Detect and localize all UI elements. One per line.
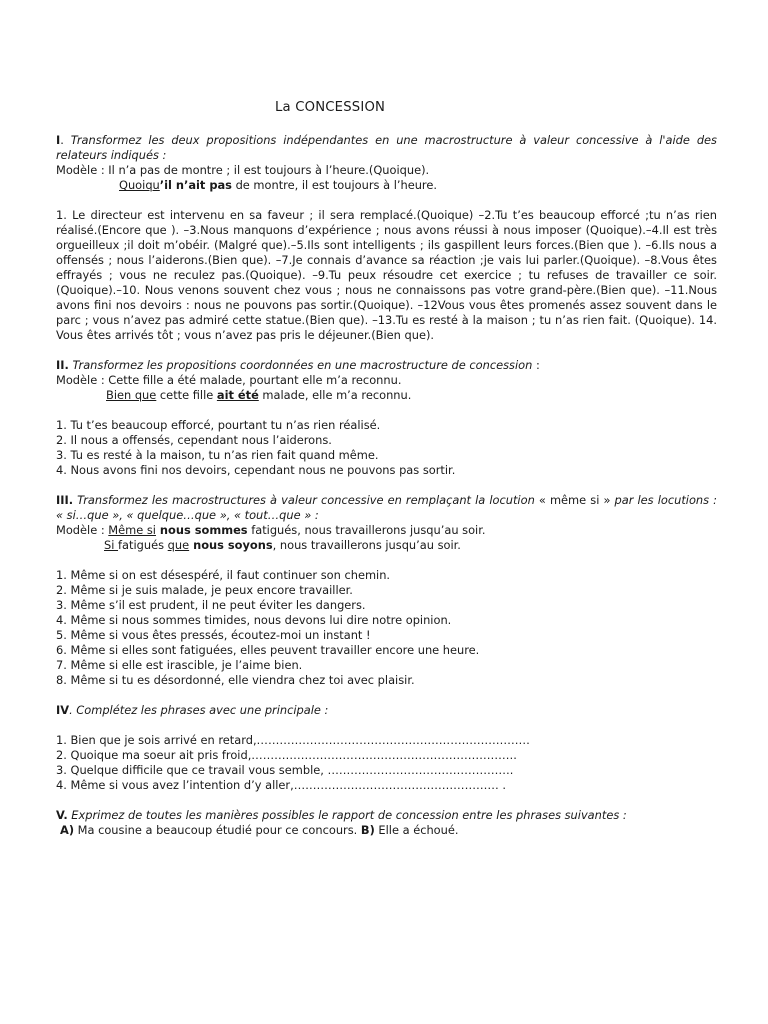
section-5-a-text: Ma cousine a beaucoup étudié pour ce concours.: [74, 823, 361, 837]
section-3-instruction-a: Transformez les macrostructures à valeur concessive en remplaçant la locution: [77, 493, 535, 507]
list-item: 7. Même si elle est irascible, je l’aime bien.: [56, 658, 303, 672]
section-3-answer-underlined-1: Si: [104, 538, 119, 552]
list-item: 2. Même si je suis malade, je peux encore travailler.: [56, 583, 353, 597]
section-5-a-label: A): [60, 823, 75, 837]
section-3-instruction-b: par les locutions : « si…que », « quelque…que », « tout…que » :: [56, 493, 718, 522]
section-2-model-label: Modèle :: [56, 373, 109, 387]
section-5: [56, 808, 717, 838]
section-5-b-label: B): [360, 823, 375, 837]
list-item: 6. Même si elles sont fatiguées, elles peuvent travailler encore une heure.: [56, 643, 480, 657]
page-title: La CONCESSION: [275, 100, 386, 115]
list-item: 2. Il nous a offensés, cependant nous l’aiderons.: [56, 433, 332, 447]
section-1-answer-rest: de montre, il est toujours à l’heure.: [231, 178, 437, 192]
section-2-number: II.: [56, 358, 69, 372]
section-1: I. Transformez les deux propositions indépendantes en une macrostructure à valeur concessive à l'aide des relateurs indiqués : Modèle : Il n’a pas de montre ; il est toujours à l’heure.(Quoique). Quoiqu’il n’ait pas de montre, il est toujours à l’heure.: [56, 133, 717, 192]
section-3-answer-underlined-2: que: [167, 538, 190, 552]
section-1-instruction: Transformez les deux propositions indépendantes en une macrostructure à valeur concessive à l'aide des relateurs indiqués :: [56, 133, 717, 162]
list-item: 3. Tu es resté à la maison, tu n’as rien fait quand même.: [56, 448, 379, 462]
section-2-colon: :: [532, 358, 540, 372]
section-2-answer-bold-underlined: ait été: [216, 388, 259, 402]
section-4-number: IV: [56, 703, 70, 717]
section-2-model-text: Cette fille a été malade, pourtant elle m’a reconnu.: [108, 373, 402, 387]
section-5-number: V.: [56, 808, 68, 822]
section-2: [56, 358, 717, 403]
section-1-answer-underlined: Quoiqu: [119, 178, 160, 192]
section-2-answer-mid: cette fille: [156, 388, 217, 402]
section-2-list: [56, 418, 717, 478]
section-3-model-label: Modèle :: [56, 523, 109, 537]
section-3-answer-rest: , nous travaillerons jusqu’au soir.: [272, 538, 461, 552]
section-5-instruction: Exprimez de toutes les manières possibles le rapport de concession entre les phrases suivantes :: [67, 808, 627, 822]
list-item: 1. Même si on est désespéré, il faut continuer son chemin.: [56, 568, 391, 582]
list-item: 2. Quoique ma soeur ait pris froid,…………………………………………………………….: [56, 748, 517, 762]
section-4: [56, 703, 717, 718]
section-3-number: III.: [56, 493, 74, 507]
section-3-model-underlined: Même si: [108, 523, 156, 537]
list-item: 5. Même si vous êtes pressés, écoutez-moi un instant !: [56, 628, 371, 642]
section-3-quote: « même si »: [534, 493, 615, 507]
section-1-exercise-text: 1. Le directeur est intervenu en sa faveur ; il sera remplacé.(Quoique) –2.Tu t’es beaucoup efforcé ;tu n’as rien réalisé.(Encore que ). –3.Nous manquons d’expérience ; nous avons réussi à nous imposer (Quoique).–4.Il est très orgueilleux ;il doit m’obéir. (Malgré que).–5.Ils sont intelligents ; ils gaspillent leurs forces.(Bien que ). –6.Ils nous a offensés ; nous l’aiderons.(Bien que). –7.Je connais d’avance sa réaction ;je vais lui parler.(Quoique). –8.Vous êtes effrayés ; vous ne reculez pas.(Quoique). –9.Tu peux résoudre cet exercice ; tu refuses de travailler ce soir.(Quoique).–10. Nous venons souvent chez vous ; nous ne connaissons pas votre grand-père.(Bien que). –11.Nous avons fini nos devoirs : nous ne pouvons pas sortir.(Quoique). –12Vous vous êtes promenés assez souvent dans le parc ; vous n’avez pas admiré cette statue.(Bien que). –13.Tu es resté à la maison ; tu n’as rien fait. (Quoique). 14. Vous êtes arrivés tôt ; vous n’avez pas pris le déjeuner.(Bien que).: [56, 208, 717, 342]
section-1-model-label: Modèle :: [56, 163, 109, 177]
section-3-list: [56, 568, 717, 688]
section-4-list: [56, 733, 717, 793]
list-item: 3. Quelque difficile que ce travail vous semble, ………………………………………….: [56, 763, 514, 777]
section-1-answer-bold: ’il n’ait pas: [159, 178, 232, 192]
list-item: 4. Même si vous avez l’intention d’y aller,……………………………………………… .: [56, 778, 506, 792]
list-item: 1. Tu t’es beaucoup efforcé, pourtant tu n’as rien réalisé.: [56, 418, 381, 432]
list-item: 1. Bien que je sois arrivé en retard,………………………………………………………………: [56, 733, 530, 747]
section-3-answer-bold: nous soyons: [189, 538, 273, 552]
section-3-model-rest: fatigués, nous travaillerons jusqu’au soir.: [247, 523, 486, 537]
section-1-model-text: Il n’a pas de montre ; il est toujours à l’heure.(Quoique).: [108, 163, 430, 177]
section-2-answer-rest: malade, elle m’a reconnu.: [258, 388, 412, 402]
section-3-model-bold: nous sommes: [155, 523, 248, 537]
list-item: 3. Même s’il est prudent, il ne peut éviter les dangers.: [56, 598, 366, 612]
section-3-answer-mid: fatigués: [118, 538, 168, 552]
section-3: [56, 493, 717, 553]
section-4-instruction: . Complétez les phrases avec une principale :: [69, 703, 329, 717]
section-5-b-text: Elle a échoué.: [374, 823, 459, 837]
section-2-answer-underlined: Bien que: [106, 388, 157, 402]
section-2-instruction: Transformez les propositions coordonnées en une macrostructure de concession: [72, 358, 533, 372]
list-item: 4. Nous avons fini nos devoirs, cependant nous ne pouvons pas sortir.: [56, 463, 456, 477]
document-page: [56, 100, 717, 853]
list-item: 8. Même si tu es désordonné, elle viendra chez toi avec plaisir.: [56, 673, 415, 687]
section-1-number: I: [56, 133, 61, 147]
list-item: 4. Même si nous sommes timides, nous devons lui dire notre opinion.: [56, 613, 452, 627]
